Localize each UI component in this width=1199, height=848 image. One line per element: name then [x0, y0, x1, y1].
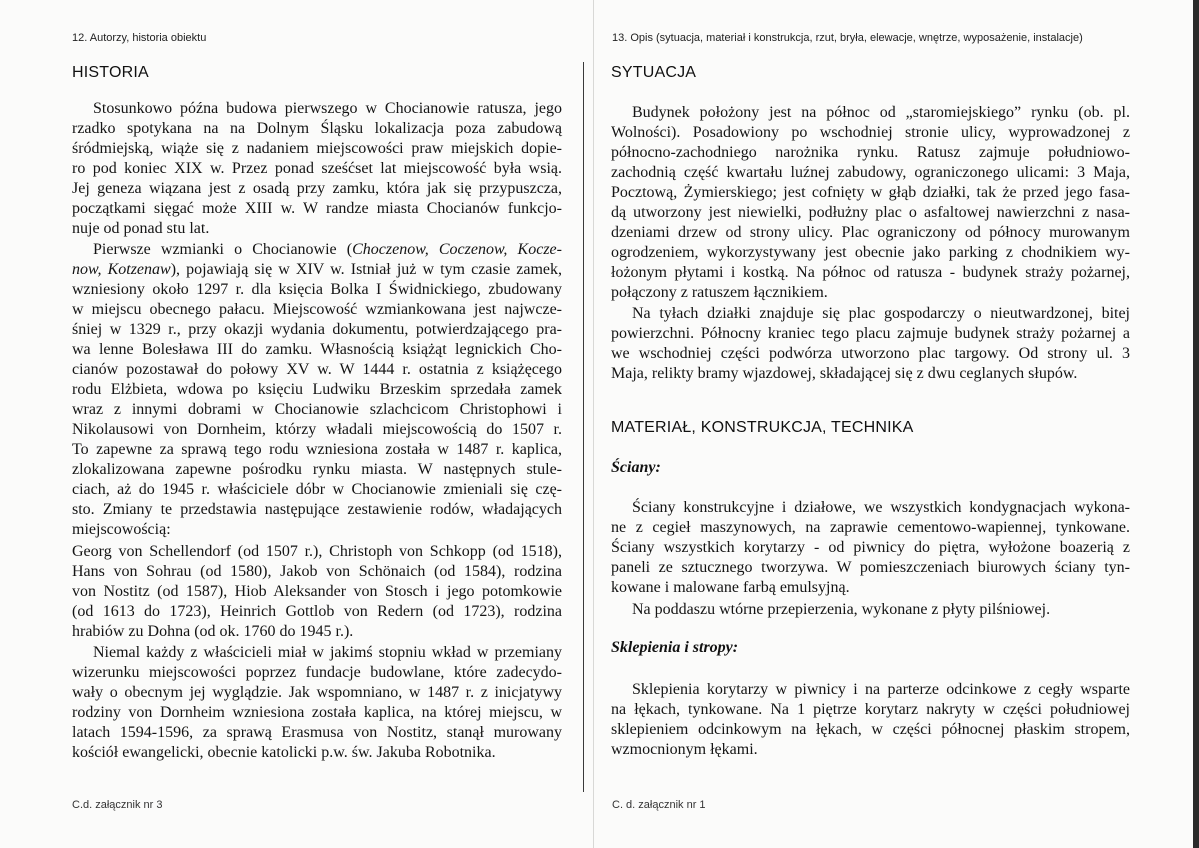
text-line: kowane i malowane farbą emulsyjną. — [611, 579, 850, 596]
text-line: sklepieniem odcinkowym na łękach, w części północnej płaskim stropem, — [611, 721, 1130, 738]
right-page-header: 13. Opis (sytuacja, materiał i konstrukcja, rzut, bryła, elewacje, wnętrze, wyposażenie, instalacje) — [612, 32, 1083, 44]
text-line: Maja, relikty bramy wjazdowej, składającej się z dwu ceglanych słupów. — [611, 365, 1078, 382]
left-page-footer: C.d. załącznik nr 3 — [72, 799, 163, 811]
text-line: Hans von Sohrau (od 1580), Jakob von Schönaich (od 1584), rodzina — [72, 563, 562, 580]
text-line: ne z cegieł maszynowych, na zaprawie cementowo-wapiennej, tynkowane. — [611, 519, 1130, 536]
text-line: hrabiów zu Dohna (od ok. 1760 do 1945 r.). — [72, 623, 354, 640]
situation-title: SYTUACJA — [611, 64, 697, 81]
text-line: ciach, aż do 1945 r. właściciele dóbr w Chocianowie zmieniali się czę- — [72, 481, 562, 498]
text-line: kościół ewangelicki, obecnie katolicki p.w. św. Jakuba Robotnika. — [72, 744, 496, 761]
right-page-footer: C. d. załącznik nr 1 — [612, 799, 706, 811]
text-line: miejscowością: — [72, 521, 171, 538]
text-line: śniej w 1329 r., przy okazji wydania dokumentu, potwierdzającego pra- — [72, 321, 562, 338]
text-line: połączony z ratuszem łącznikiem. — [611, 284, 828, 301]
text-line: dą utworzony jest niewielki, podłużny plac o asfaltowej nawierzchni z nasa- — [611, 204, 1130, 221]
text-line: Wolności). Posadowiony po wschodniej stronie ulicy, wyprowadzonej z — [611, 124, 1130, 141]
text-line-italic-names: Pierwsze wzmianki o Chocianowie (Choczenow, Coczenow, Kocze- — [93, 241, 562, 258]
text-line: Sklepienia korytarzy w piwnicy i na parterze odcinkowe z cegły wsparte — [632, 681, 1130, 698]
text-line: we wschodniej części podwórza utworzono plac targowy. Od strony ul. 3 — [611, 345, 1130, 362]
text-line: Ściany wszystkich korytarzy - od piwnicy do piętra, wyłożone boazerią z — [611, 539, 1130, 556]
text-line: wzniesiony około 1297 r. dla księcia Bolka I Świdnickiego, zbudowany — [72, 281, 562, 298]
history-title: HISTORIA — [72, 64, 149, 81]
text-line: powierzchni. Północny kraniec tego placu zajmuje budynek straży pożarnej a — [611, 325, 1130, 342]
text-line: wzmocnionym łękami. — [611, 741, 758, 758]
text-line: Jej geneza wiązana jest z osadą przy zamku, która jak się przypuszcza, — [72, 180, 562, 197]
text-line: łożonym płytami i kostką. Na północ od ratusza - budynek straży pożarnej, — [611, 264, 1130, 281]
text-line: zlokalizowana zapewne pośrodku rynku miasta. W następnych stule- — [72, 461, 562, 478]
text-line: von Nostitz (od 1587), Hiob Aleksander von Stosch i jego potomkowie — [72, 583, 562, 600]
text-line: sto. Zmiany te przedstawia następujące zestawienie rodów, władających — [72, 501, 562, 518]
text-line: Ściany konstrukcyjne i działowe, we wszystkich kondygnacjach wykona- — [632, 499, 1130, 516]
text-line: Na tyłach działki znajduje się plac gospodarczy o nieutwardzonej, bitej — [632, 305, 1130, 322]
text-line: wraz z innymi dobrami w Chocianowie szlachcicom Christophowi i — [72, 401, 562, 418]
vaults-subheading: Sklepienia i stropy: — [611, 639, 739, 656]
column-divider — [583, 62, 584, 792]
text-line: cianów pozostawał do połowy XV w. W 1444 r. ostatnia z książęcego — [72, 361, 562, 378]
text-line: w miejscu obecnego pałacu. Miejscowość wzmiankowana jest najwcze- — [72, 301, 562, 318]
text-line: wa lenne Bolesława III do zamku. Własnością książąt legnickich Cho- — [72, 341, 562, 358]
text-line: zachodnią część kwartału luźnej zabudowy, ograniczonego ulicami: 3 Maja, — [611, 164, 1130, 181]
left-page-header: 12. Autorzy, historia obiektu — [72, 32, 207, 44]
text-line: Niemal każdy z właścicieli miał w jakimś stopniu wkład w przemiany — [93, 644, 562, 661]
material-title: MATERIAŁ, KONSTRUKCJA, TECHNIKA — [611, 419, 914, 436]
text-line: rzadko spotykana na na Dolnym Śląsku lokalizacja poza zabudową — [72, 120, 562, 137]
text-line: na łękach, tynkowane. Na 1 piętrze korytarz nakryty w części południowej — [611, 701, 1130, 718]
text-line: Pocztową, Żymierskiego; jest cofnięty w głąb działki, tak że przed jego fasa- — [611, 184, 1130, 201]
text-line: paneli ze sztucznego tworzywa. W pomieszczeniach biurowych ściany tyn- — [611, 559, 1130, 576]
text-line: północno-zachodniego narożnika rynku. Ratusz zajmuje południowo- — [611, 144, 1130, 161]
text-line: rodziny von Dornheim wzniesiona została kaplica, na której miejscu, w — [72, 704, 562, 721]
text-line: Na poddaszu wtórne przepierzenia, wykonane z płyty pilśniowej. — [632, 601, 1051, 618]
text-line: Stosunkowo późna budowa pierwszego w Chocianowie ratusza, jego — [93, 100, 562, 117]
text-line: wizerunku miejscowości poprzez fundacje budowlane, które zadecydo- — [72, 664, 562, 681]
text-line: początkami sięgać może XIII w. W randze miasta Chocianów funkcjo- — [72, 200, 562, 217]
text-line: Budynek położony jest na północ od „staromiejskiego” rynku (ob. pl. — [632, 104, 1130, 121]
text-line: To zapewne za sprawą tego rodu wzniesiona została w 1487 r. kaplica, — [72, 441, 562, 458]
walls-subheading: Ściany: — [611, 459, 661, 476]
text-line: rodu Elżbieta, wdowa po księciu Ludwiku Brzeskim sprzedała zamek — [72, 381, 562, 398]
text-line: Nikolausowi von Dornheim, którzy władali miejscowością do 1507 r. — [72, 421, 562, 438]
text-line: now, Kotzenaw), pojawiają się w XIV w. Istniał już w tym czasie zamek, — [72, 261, 563, 278]
text-line: (od 1613 do 1723), Heinrich Gottlob von Redern (od 1723), rodzina — [72, 603, 562, 620]
text-line: dzeniami drzew od strony ulicy. Plac ograniczony od północy murowanym — [611, 224, 1130, 241]
text-line: wały o obecnym jej wyglądzie. Jak wspomniano, w 1487 r. z inicjatywy — [72, 684, 562, 701]
text-line: ogrodzeniem, wykorzystywany jest obecnie jako parking z chodnikiem wy- — [611, 244, 1130, 261]
text-line: ro pod koniec XIX w. Przez ponad sześćset lat miejscowość była wsią. — [72, 160, 562, 177]
text-line: nuje od ponad stu lat. — [72, 220, 210, 237]
text-line: latach 1594-1596, za sprawą Erasmusa von Nostitz, stanął murowany — [72, 724, 562, 741]
text-line: Georg von Schellendorf (od 1507 r.), Christoph von Schkopp (od 1518), — [72, 543, 562, 560]
text-line: śródmiejską, wiąże się z nadaniem miejscowości praw miejskich dopie- — [72, 140, 562, 157]
